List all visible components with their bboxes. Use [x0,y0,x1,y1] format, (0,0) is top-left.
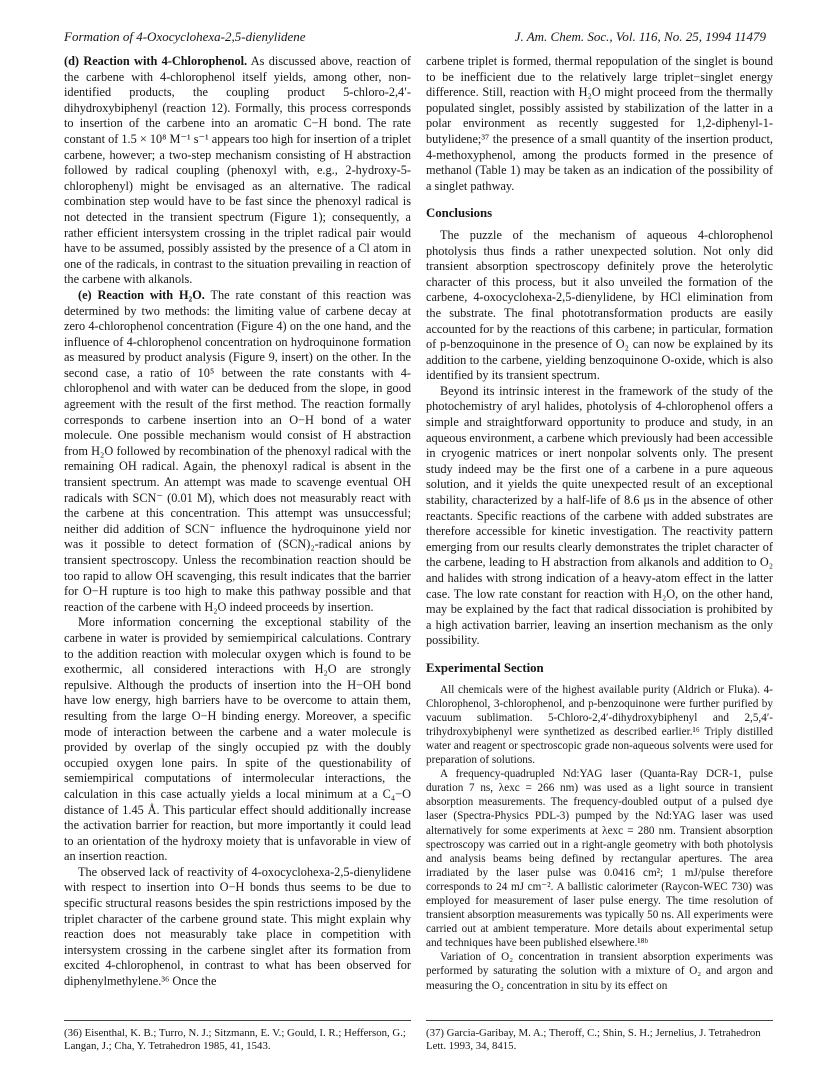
left-column [64,54,411,990]
paragraph-reaction-4-chlorophenol [64,54,411,288]
paragraph-continuation: carbene triplet is formed, thermal repopulation of the singlet is bound to be inefficient due to the relatively large triplet−singlet energy difference. Still, reaction with H₂O might proceed from the thermally populated singlet, possibly assisted by stabilization of the latter in a polar environment as recently suggested for 1,2-diphenyl-1-butylidene;³⁷ the presence of a small quantity of the insertion product, 4-methoxyphenol, among the products formed in the presence of methanol (Table 1) may be taken as an indication of the possibility of a singlet pathway. [426,54,773,193]
paragraph-semiempirical [64,615,411,865]
section-heading-conclusions: Conclusions [426,206,493,221]
paragraph-experimental-2: A frequency-quadrupled Nd:YAG laser (Quanta-Ray DCR-1, pulse duration 7 ns, λexc = 266 nm) was used as a light source in transient absorption measurements. The frequency-doubled output of a pulsed dye laser (Spectra-Physics PDL-3) pumped by the Nd:YAG laser was used alternatively for some experiments at λexc = 280 nm. Transient absorption spectroscopy was carried out in a right-angle geometry with both photolysis and analysis beams being defined by rectangular apertures. The area irradiated by the laser pulse was 0.0416 cm²; 1 mJ/pulse therefore corresponds to 24 mJ cm⁻². A ballistic calorimeter (Raycon-WEC 730) was employed for measurement of laser pulse energy. The time resolution of transient absorption measurements was typically 50 ns. All experiments were carried out at ambient temperature. More details about experimental setup and techniques have been published elsewhere.¹⁸ᵇ [426,768,773,950]
paragraph-text: As discussed above, reaction of the carbene with 4-chlorophenol itself yields, among other, non-identified products, the coupling product 5-chloro-2,4′-dihydroxybiphenyl (reaction 12). Formally, this process corresponds to insertion of the carbene into an aromatic C−H bond. The rate constant of 1.5 × 10⁸ M⁻¹ s⁻¹ appears too high for insertion of a triplet carbene, however; a two-step mechanism consisting of H abstraction followed by radical coupling (phenoxyl with, e.g., 2-hydroxy-5-chlorophenyl) might be envisaged as an alternative. The radical combination step would have to be fast since the phenoxyl radical is not detected in the transient spectrum (Figure 1); consequently, a rather efficient intersystem crossing in the triplet radical pair would have to be assumed, possibly assisted by the presence of a Cl atom in one of the radicals, in contrast to the situation prevailing in reaction of the carbene with alkanols. [64,54,411,287]
section-heading-experimental: Experimental Section [426,660,544,675]
paragraph-text: The rate constant of this reaction was determined by two methods: the limiting value of carbene decay at zero 4-chlorophenol concentration (Figure 4) on the one hand, and the influence of 4-chlorophenol concentration on hydroquinone formation as measured by product analysis (Figure 9, insert) on the other. In the second case, a ratio of 10⁵ between the rate constants with 4-chlorophenol and with water can be deduced from the slope, in good agreement with the result of the first method. The reaction formally corresponds to carbene insertion into an O−H bond of a water molecule. One possible mechanism would consist of H abstraction from H₂O followed by recombination of the phenoxyl radical with the remaining OH radical. Again, the phenoxyl radical is absent in the transient spectrum. An attempt was made to scavenge eventual OH radicals with SCN⁻ (0.01 M), which does not measurably react with the carbene at this concentration. This attempt was unsuccessful; neither did addition of SCN⁻ influence the hydroquinone yield nor was it possible to detect formation of (SCN)₂-radical anions by transient spectroscopy. Unless the recombination reaction should be too rapid to allow OH scavenging, this result indicates that the barrier for O−H rupture is too high to make this pathway possible and that reaction of the carbene with H₂O indeed proceeds by insertion. [64,287,411,614]
run-in-heading: (e) Reaction with H₂O. [78,287,205,302]
paragraph-reaction-h2o [64,288,411,615]
footnote-36: (36) Eisenthal, K. B.; Turro, N. J.; Sitzmann, E. V.; Gould, I. R.; Hefferson, G.; Langan, J.; Cha, Y. Tetrahedron 1985, 41, 1543. [64,1020,411,1053]
run-in-heading: (d) Reaction with 4-Chlorophenol. [64,54,248,68]
paragraph-conclusions-2: Beyond its intrinsic interest in the framework of the study of the photochemistry of aryl halides, photolysis of 4-chlorophenol offers a simple and straightforward opportunity to produce and study, in an aqueous environment, a carbene which previously had been accessible in cryogenic matrices or inert nonpolar solvents only. The present study indeed may be the first one of a carbene in a pure aqueous solution, and it yields the quite unexpected result of an exceptional stability, characterized by a half-life of 8.6 μs in the absence of other reactants. Specific reactions of the carbene with added substrates are therefore accessible for kinetic investigation. The reactivity pattern emerging from our results clearly demonstrates the triplet character of the carbene, leading to H abstraction from alkanols and addition to O₂ and halides with strong indication of a heavy-atom effect in the latter case. The low rate constant for reaction with H₂O, on the other hand, may be explained by the fact that radical dissociation is prohibited by a high activation barrier, leaving an insertion mechanism as the only possibility. [426,383,773,648]
paragraph-text: More information concerning the exceptional stability of the carbene in water is provided by semiempirical calculations. Contrary to the addition reaction with molecular oxygen which is found to be exothermic, all considered interactions with H₂O are strongly repulsive. Although the products of insertion into the H−OH bond have low energy, high barriers have to be overcome to attain them, resulting from the large O−H binding energy. Moreover, a specific mode of interaction between the carbene and a water molecule is provided by overlap of the singly occupied pz with the doubly occupied oxygen lone pairs. In spite of the questionability of semiempirical computations of intermolecular interactions, the calculation in this case actually yields a local minimum at a C₄−O distance of 1.45 Å. This particular effect should additionally increase the activation barrier for reaction, but more importantly it could lead to an orientation of the hydroxy moiety that is unfavorable in view of an insertion reaction. [64,615,411,864]
paragraph-text: The observed lack of reactivity of 4-oxocyclohexa-2,5-dienylidene with respect to insertion into O−H bonds thus seems to be due to specific structural reasons besides the spin restrictions imposed by the triplet character of the carbene ground state. This might explain why reaction does not measurably take place in competition with intersystem crossing in the carbene singlet after its formation from excited 4-chlorophenol, in contrast to what has been observed for diphenylmethylene.³⁶ Once the [64,864,411,989]
footnote-37: (37) Garcia-Garibay, M. A.; Theroff, C.; Shin, S. H.; Jernelius, J. Tetrahedron Lett. 1993, 34, 8415. [426,1020,773,1053]
paragraph-experimental-3: Variation of O₂ concentration in transient absorption experiments was performed by saturating the solution with a mixture of O₂ and argon and measuring the O₂ concentration in situ by its effect on [426,951,773,992]
paragraph-conclusions-1: The puzzle of the mechanism of aqueous 4-chlorophenol photolysis thus finds a rather unexpected solution. Not only did transient absorption spectroscopy definitely prove the heterolytic character of this process, but it also unveiled the formation of the carbene, 4-oxocyclohexa-2,5-dienylidene, by HCl elimination from the substrate. The final phototransformation products are easily accounted for by the reactions of this carbene; in particular, formation of p-benzoquinone in the presence of O₂ can now be explained by its addition to the carbene, yielding benzoquinone O-oxide, which is also identified by its transient spectrum. [426,227,773,383]
running-title: Formation of 4-Oxocyclohexa-2,5-dienylidene [64,29,306,44]
paragraph-experimental-1: All chemicals were of the highest available purity (Aldrich or Fluka). 4-Chlorophenol, 3-chlorophenol, and p-benzoquinone were further purified by vacuum sublimation. 5-Chloro-2,4′-dihydroxybiphenyl and 2,5,4′-trihydroxybiphenyl were synthetized as described earlier.¹⁶ Triply distilled water and reagent or spectroscopic grade non-aqueous solvents were used for preparation of solutions. [426,683,773,767]
experimental-section [426,683,773,993]
journal-citation: J. Am. Chem. Soc., Vol. 116, No. 25, 1994 11479 [514,29,766,44]
right-column [426,54,773,993]
paragraph-lack-of-reactivity [64,865,411,990]
